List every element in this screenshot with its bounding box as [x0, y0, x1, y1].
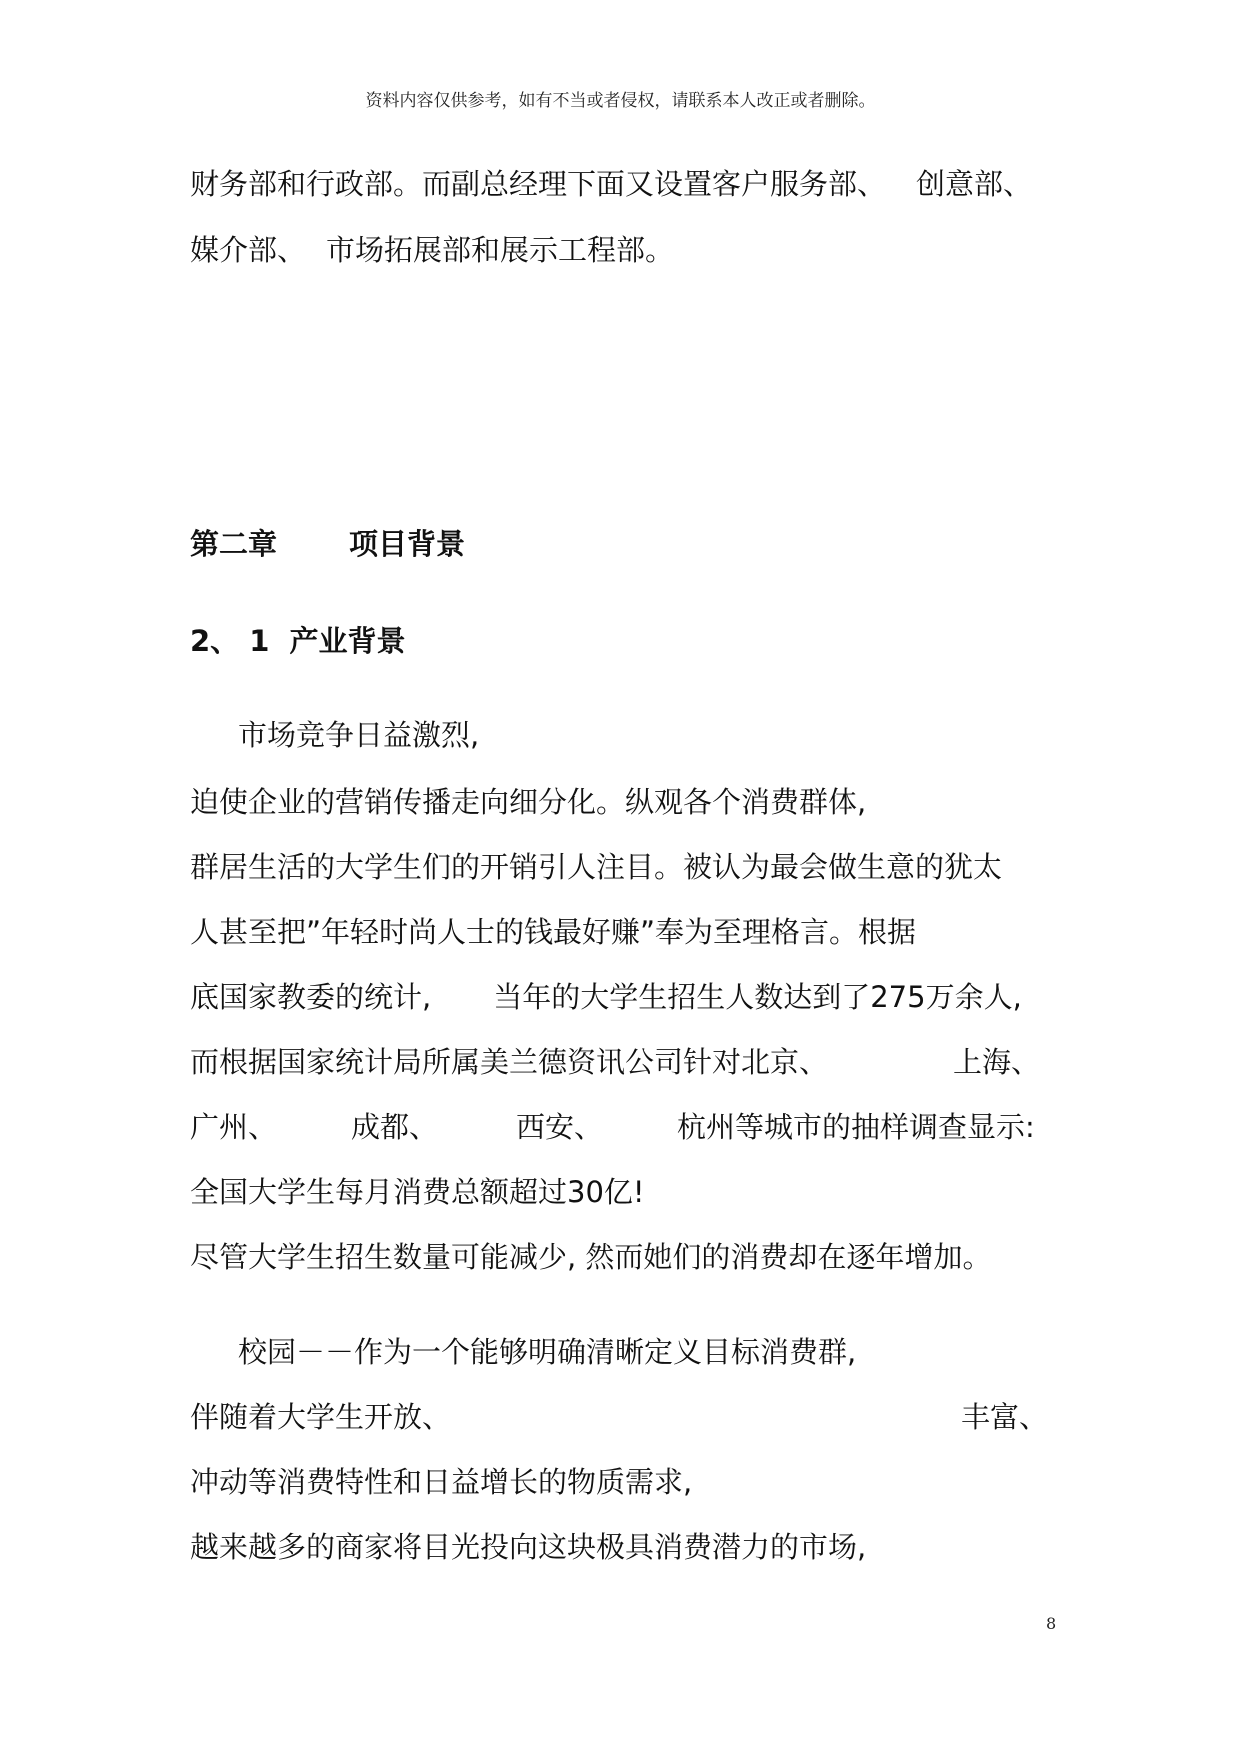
- page-number: 8: [1046, 1614, 1057, 1633]
- paragraph-line: 尽管大学生招生数量可能减少, 然而她们的消费却在逐年增加。: [190, 1240, 992, 1274]
- paragraph-line: 校园－－作为一个能够明确清晰定义目标消费群,: [238, 1335, 857, 1369]
- paragraph-text: 当年的大学生招生人数达到了275万余人,: [493, 980, 1022, 1014]
- paragraph-line: 越来越多的商家将目光投向这块极具消费潜力的市场,: [190, 1530, 867, 1564]
- intro-text: 创意部、: [916, 167, 1033, 201]
- chapter-title: 项目背景: [349, 527, 466, 561]
- paragraph-line: [190, 980, 1022, 1014]
- paragraph-line: [190, 1045, 1041, 1079]
- paragraph-line: 市场竞争日益激烈,: [238, 718, 480, 752]
- paragraph-text: 上海、: [953, 1045, 1041, 1079]
- paragraph-text: 广州、: [190, 1110, 278, 1144]
- paragraph-line: [190, 1400, 1049, 1434]
- paragraph-text: 丰富、: [961, 1400, 1049, 1434]
- intro-text: 媒介部、: [190, 233, 307, 267]
- section-number: 2、 1: [190, 624, 270, 658]
- paragraph-text: 而根据国家统计局所属美兰德资讯公司针对北京、: [190, 1045, 829, 1079]
- intro-text: 市场拓展部和展示工程部。: [326, 233, 675, 267]
- paragraph-text: 底国家教委的统计,: [190, 980, 432, 1014]
- paragraph-line: 迫使企业的营销传播走向细分化。纵观各个消费群体,: [190, 785, 867, 819]
- chapter-heading: [190, 527, 466, 561]
- disclaimer-header: 资料内容仅供参考，如有不当或者侵权，请联系本人改正或者删除。: [365, 91, 876, 111]
- chapter-number: 第二章: [190, 527, 278, 561]
- section-heading: [190, 624, 406, 658]
- intro-text: 财务部和行政部。而副总经理下面又设置客户服务部、: [190, 167, 887, 201]
- paragraph-line: 冲动等消费特性和日益增长的物质需求,: [190, 1465, 693, 1499]
- paragraph-text: 伴随着大学生开放、: [190, 1400, 452, 1434]
- paragraph-text: 成都、: [351, 1110, 439, 1144]
- paragraph-line: 群居生活的大学生们的开销引人注目。被认为最会做生意的犹太: [190, 850, 1003, 884]
- paragraph-line: 人甚至把”年轻时尚人士的钱最好赚”奉为至理格言。根据: [190, 915, 917, 949]
- paragraph-text: 西安、: [516, 1110, 604, 1144]
- paragraph-line: [190, 1110, 1035, 1144]
- paragraph-line: 全国大学生每月消费总额超过30亿!: [190, 1175, 645, 1209]
- paragraph-text: 杭州等城市的抽样调查显示:: [677, 1110, 1035, 1144]
- intro-line-2: [190, 233, 675, 267]
- section-title: 产业背景: [289, 624, 406, 658]
- intro-line-1: [190, 167, 1033, 201]
